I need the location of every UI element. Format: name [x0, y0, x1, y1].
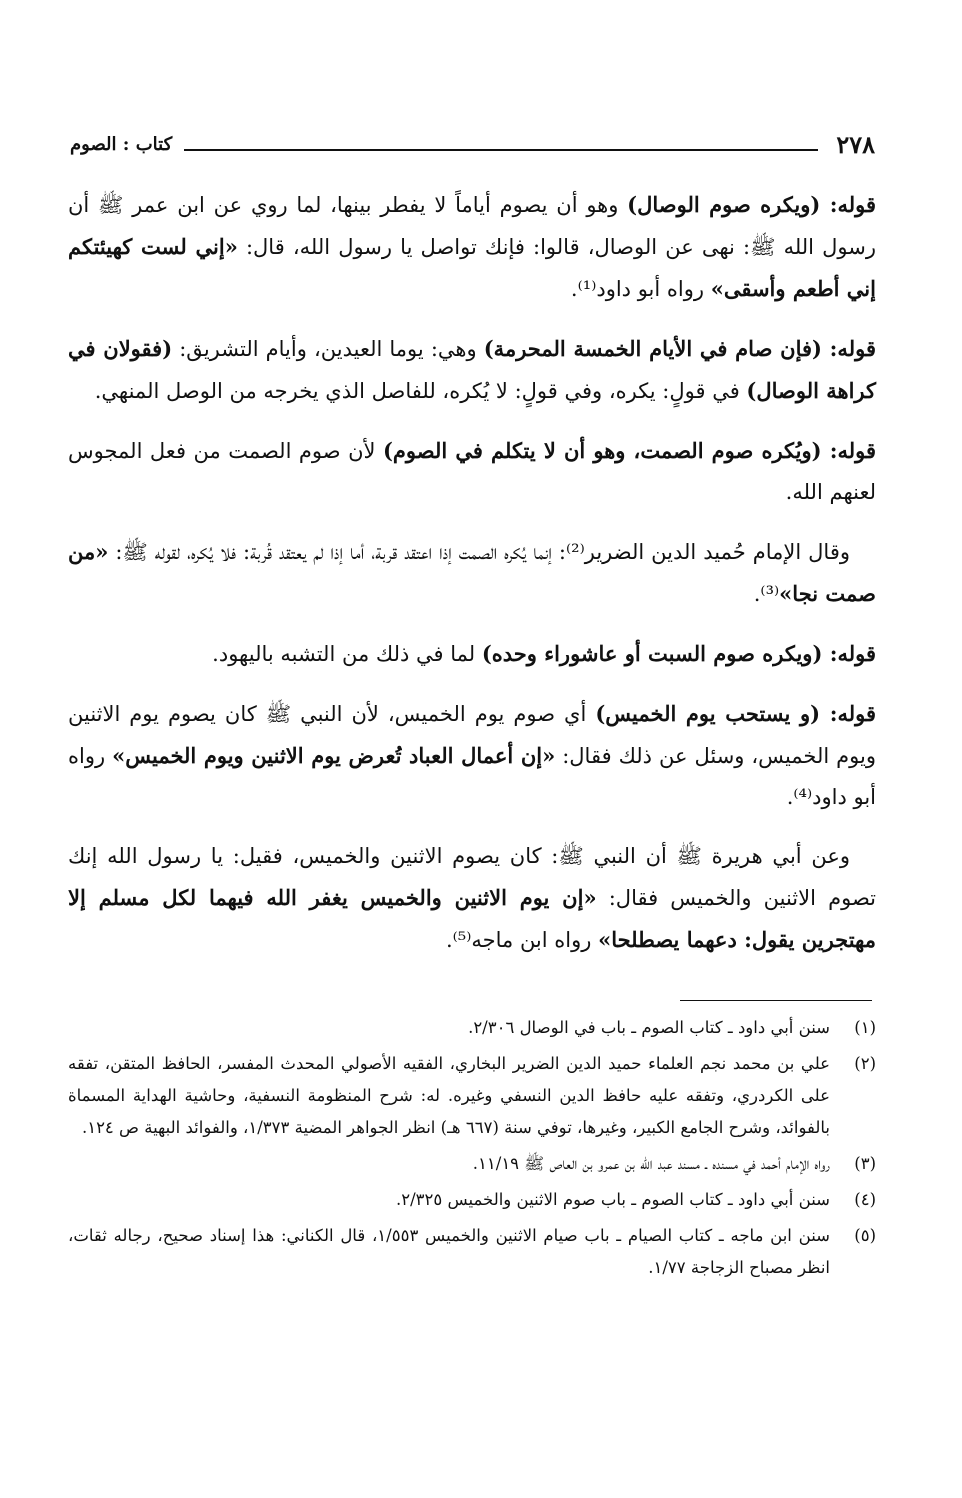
paragraph-quote: «من صمت نجا»: [68, 539, 876, 606]
paragraph-tail: رواه ابن ماجه⁽⁵⁾.: [445, 928, 599, 952]
footnote-number: (٣): [854, 1154, 876, 1173]
footnote-text: سنن ابن ماجه ـ كتاب الصيام ـ باب صيام الاثنين والخميس ١/٥٥٣، قال الكناني: هذا إسناد صحيح، رجاله ثقات، انظر مصباح الزجاجة ١/٧٧.: [68, 1226, 830, 1277]
paragraph-lead: قوله: (فإن صام في الأيام الخمسة المحرمة): [483, 336, 876, 361]
paragraph-tail: ⁽³⁾.: [753, 582, 780, 606]
paragraph-text: لأن صوم الصمت من فعل المجوس لعنهم الله.: [68, 439, 876, 504]
paragraph-text: أي صوم يوم الخميس، لأن النبي ﷺ كان يصوم يوم الاثنين ويوم الخميس، وسئل عن ذلك فقال:: [68, 702, 877, 768]
paragraph: [68, 693, 876, 818]
paragraph-lead: قوله: (ويكره صوم السبت أو عاشوراء وحده): [481, 641, 876, 666]
footnote: [68, 1184, 876, 1216]
paragraph-tail: رواه أبو داود⁽⁴⁾.: [68, 744, 876, 809]
footnotes: [68, 1012, 876, 1288]
running-title: كتاب : الصوم: [70, 133, 173, 155]
paragraph-quote: «إن يوم الاثنين والخميس يغفر الله فيهما لكل مسلم إلا مهتجرين يقول: دعهما يصطلحا»: [68, 885, 876, 952]
footnote-text: سنن أبي داود ـ كتاب الصوم ـ باب في الوصال ٢/٣٠٦.: [468, 1018, 830, 1037]
paragraph: [68, 836, 876, 961]
footnote-separator: [680, 1000, 872, 1001]
header-rule: [184, 149, 818, 151]
footnote: [68, 1012, 876, 1044]
footnote: [68, 1048, 876, 1144]
footnote-number: (٤): [854, 1190, 876, 1209]
paragraph: [68, 328, 876, 412]
footnote-number: (٥): [854, 1226, 876, 1245]
footnote-number: (٢): [854, 1054, 876, 1073]
paragraph-lead: قوله: (ويُكره صوم الصمت، وهو أن لا يتكلم في الصوم): [382, 438, 876, 463]
paragraph-quote: (فقولان في كراهة الوصال): [68, 336, 876, 403]
paragraph: [68, 184, 876, 310]
page-number: ٢٧٨: [836, 129, 875, 159]
paragraph-text: وقال الإمام حُميد الدين الضرير⁽²⁾: إنما يُكره الصمت إذا اعتقد قربة، أما إذا لم يعتقد قُربة: فلا يُكره، لقوله ﷺ:: [108, 540, 851, 564]
paragraph-text: وهو أن يصوم أياماً لا يفطر بينها، لما روي عن ابن عمر ﷺ أن رسول الله ﷺ: نهى عن الوصال، قالوا: فإنك تواصل يا رسول الله، قال:: [68, 193, 876, 259]
footnote-text: علي بن محمد نجم العلماء حميد الدين الضرير البخاري، الفقيه الأصولي المحدث المفسر، الحافظ المتقن، تفقه على الكردري، وتفقه عليه حافظ الدين النسفي وغيره. له: شرح المنظومة النسفية، وحاشية الهداية المسماة بالفوائد، وشرح الجامع الكبير، وغيرها، توفي سنة (٦٦٧ هـ) انظر الجواهر المضية ١/٣٧٣، والفوائد البهية ص ١٢٤.: [68, 1054, 830, 1137]
paragraph-quote: «إن أعمال العباد تُعرض يوم الاثنين ويوم الخميس»: [112, 743, 556, 768]
paragraph: [68, 633, 876, 675]
page-header: [70, 126, 875, 162]
paragraph-lead: قوله: (ويكره صوم الوصال): [627, 192, 876, 217]
main-text: [68, 184, 876, 979]
paragraph-quote: «إني لست كهيئتكم إني أطعم وأسقى»: [68, 234, 876, 301]
footnote: [68, 1220, 876, 1284]
footnote-number: (١): [854, 1018, 876, 1037]
paragraph: [68, 430, 876, 513]
paragraph-tail: رواه أبو داود⁽¹⁾.: [570, 277, 711, 301]
footnote-text: سنن أبي داود ـ كتاب الصوم ـ باب صوم الاثنين والخميس ٢/٣٢٥.: [395, 1190, 830, 1209]
footnote: [68, 1148, 876, 1180]
footnote-text: رواه الإمام أحمد في مسنده ـ مسند عبد الله بن عمرو بن العاص ﷺ ١١/١٩.: [472, 1154, 830, 1173]
paragraph-lead: قوله: (و يستحب يوم الخميس): [595, 701, 876, 726]
paragraph: [68, 531, 876, 615]
paragraph-text: لما في ذلك من التشبه باليهود.: [212, 642, 482, 666]
paragraph-text: وعن أبي هريرة ﷺ أن النبي ﷺ: كان يصوم الاثنين والخميس، فقيل: يا رسول الله إنك تصوم الاثنين والخميس فقال:: [68, 844, 877, 910]
paragraph-tail: في قولٍ: يكره، وفي قولٍ: لا يُكره، للفاصل الذي يخرجه من الوصل المنهي.: [94, 379, 747, 403]
paragraph-text: وهي: يوما العيدين، وأيام التشريق:: [172, 337, 484, 361]
